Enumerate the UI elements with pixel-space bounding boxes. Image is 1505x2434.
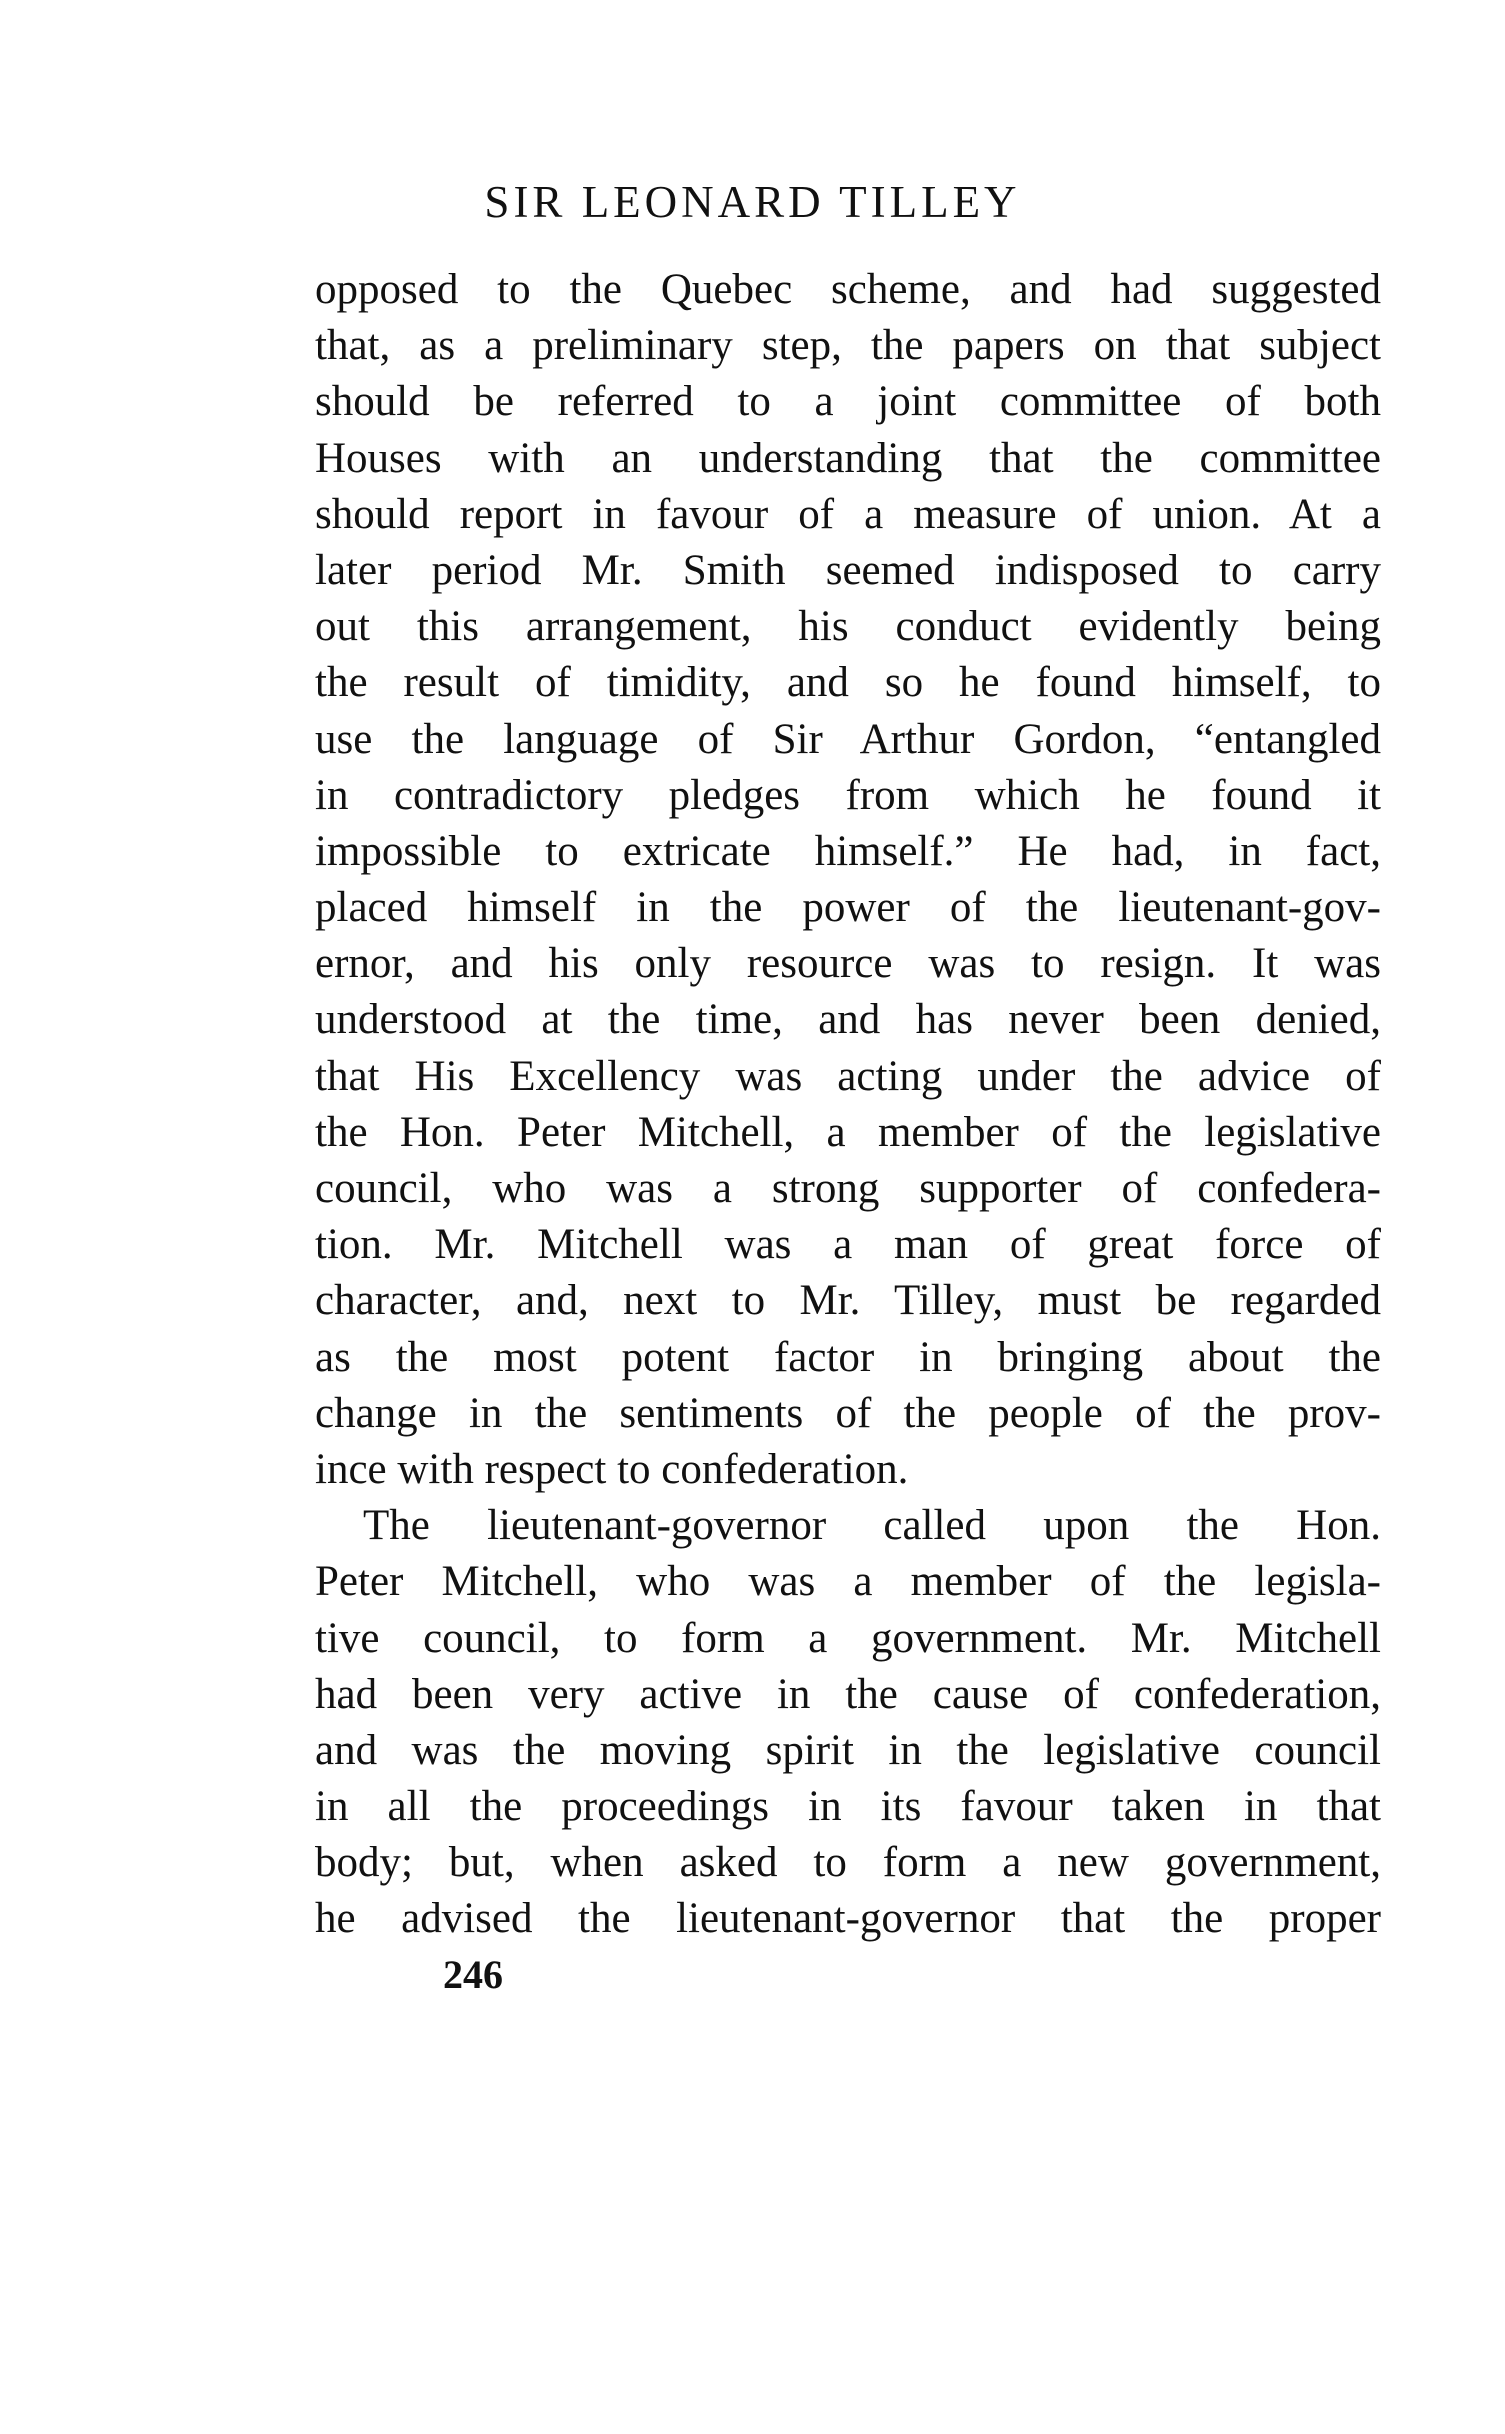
text-line: change in the sentiments of the people of the prov- xyxy=(315,1389,1381,1437)
text-line: the Hon. Peter Mitchell, a member of the legislative xyxy=(315,1108,1381,1156)
text-line: Peter Mitchell, who was a member of the legisla- xyxy=(315,1558,1381,1606)
paragraph xyxy=(315,262,1381,1498)
text-line: had been very active in the cause of confederation, xyxy=(315,1670,1381,1718)
text-line: The lieutenant-governor called upon the Hon. xyxy=(363,1502,1381,1550)
text-line: tive council, to form a government. Mr. Mitchell xyxy=(315,1614,1381,1662)
text-line: he advised the lieutenant-governor that the proper xyxy=(315,1895,1381,1943)
text-line: use the language of Sir Arthur Gordon, “entangled xyxy=(315,715,1381,763)
text-line: opposed to the Quebec scheme, and had suggested xyxy=(315,266,1381,313)
text-line: that His Excellency was acting under the advice of xyxy=(315,1052,1381,1100)
text-line: in contradictory pledges from which he found it xyxy=(315,771,1381,819)
body-text xyxy=(315,262,1381,1948)
text-line: as the most potent factor in bringing about the xyxy=(315,1333,1381,1381)
text-line: later period Mr. Smith seemed indisposed to carry xyxy=(315,546,1381,594)
text-line: character, and, next to Mr. Tilley, must be regarded xyxy=(315,1277,1381,1325)
text-line: tion. Mr. Mitchell was a man of great force of xyxy=(315,1221,1381,1269)
paragraph xyxy=(315,1498,1381,1948)
text-line: in all the proceedings in its favour taken in that xyxy=(315,1783,1381,1831)
page-number: 246 xyxy=(443,1952,503,1997)
text-line: ernor, and his only resource was to resign. It was xyxy=(315,940,1381,988)
text-line: ince with respect to confederation. xyxy=(315,1445,909,1493)
text-line: understood at the time, and has never been denied, xyxy=(315,996,1381,1044)
text-line: council, who was a strong supporter of confedera- xyxy=(315,1165,1381,1212)
text-line: body; but, when asked to form a new government, xyxy=(315,1839,1381,1887)
text-line: the result of timidity, and so he found himself, to xyxy=(315,659,1381,707)
text-line: should be referred to a joint committee of both xyxy=(315,378,1381,426)
text-line: and was the moving spirit in the legislative council xyxy=(315,1726,1381,1774)
text-line: placed himself in the power of the lieutenant-gov- xyxy=(315,884,1381,932)
text-line: should report in favour of a measure of union. At a xyxy=(315,490,1381,538)
text-line: Houses with an understanding that the committee xyxy=(315,434,1381,482)
text-line: impossible to extricate himself.” He had, in fact, xyxy=(315,827,1381,875)
running-head: SIR LEONARD TILLEY xyxy=(484,177,1021,227)
text-line: that, as a preliminary step, the papers on that subject xyxy=(315,322,1381,370)
text-line: out this arrangement, his conduct evidently being xyxy=(315,603,1381,651)
